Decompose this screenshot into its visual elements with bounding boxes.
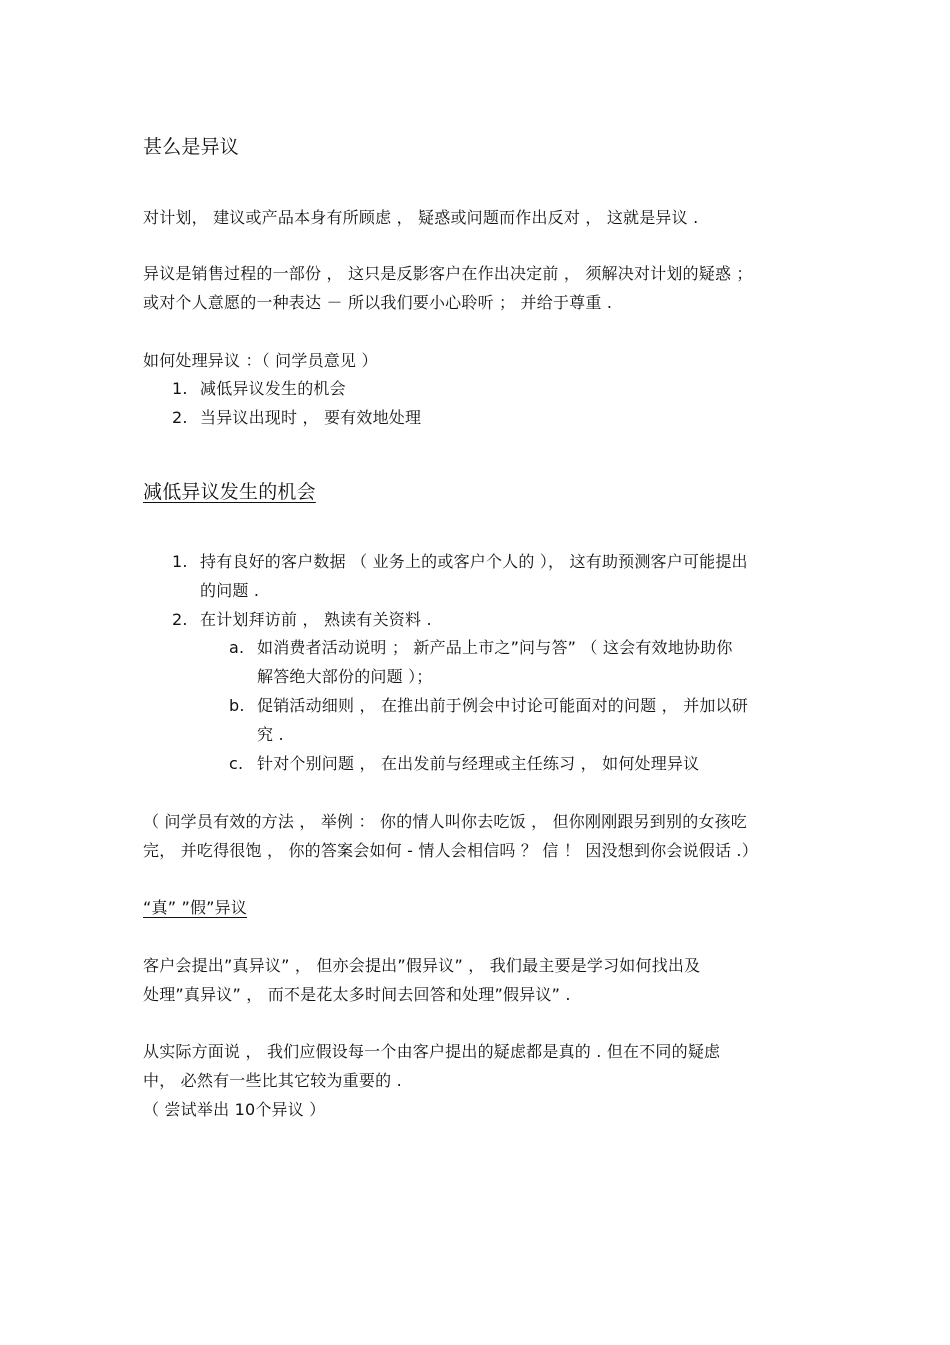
reduce-item-1-line-1 [172,552,748,572]
reduce-item-2 [172,610,432,630]
list-letter: b. [229,696,245,715]
list-number: 1. [172,379,188,398]
list-item-text: 如消费者活动说明 ； 新产品上市之”问与答” （ 这会有效地协助你 [257,638,733,657]
how-to-item-2 [172,408,421,428]
heading-real-fake-objections: “真” ”假”异议 [143,898,248,917]
list-number: 1. [172,552,188,571]
example-line-2: 完， 并吃得很饱 ， 你的答案会如何 - 情人会相信吗 ？ 信 ！ 因没想到你会说假话 .） [143,841,758,860]
paragraph-practical-line-2: 中， 必然有一些比其它较为重要的 . [143,1071,402,1090]
list-item-text: 减低异议发生的机会 [200,379,346,398]
list-item-text: 在计划拜访前 ， 熟读有关资料 . [200,610,432,629]
list-item-text: 持有良好的客户数据 （ 业务上的或客户个人的 ）， 这有助预测客户可能提出 [200,552,748,571]
reduce-item-1-line-2: 的问题 . [200,581,260,600]
try-note: （ 尝试举出 10个异议 ） [143,1100,326,1119]
paragraph-real-fake-line-1: 客户会提出”真异议” ， 但亦会提出”假异议” ， 我们最主要是学习如何找出及 [143,956,701,975]
heading-what-is-objection: 甚么是异议 [143,136,240,158]
subitem-c [229,754,699,774]
subitem-b-line-1 [229,696,748,716]
list-item-text: 针对个别问题 ， 在出发前与经理或主任练习 ， 如何处理异议 [257,754,700,773]
paragraph-practical-line-1: 从实际方面说 ， 我们应假设每一个由客户提出的疑虑都是真的 . 但在不同的疑虑 [143,1042,721,1061]
how-to-title: 如何处理异议 ：（ 问学员意见 ） [143,351,378,370]
list-number: 2. [172,610,188,629]
list-letter: a. [229,638,245,657]
paragraph-definition: 对计划， 建议或产品本身有所顾虑 ， 疑惑或问题而作出反对 ， 这就是异议 . [143,208,699,227]
list-item-text: 当异议出现时 ， 要有效地处理 [200,408,422,427]
paragraph-process-line-2: 或对个人意愿的一种表达 － 所以我们要小心聆听 ； 并给于尊重 . [143,293,613,312]
subitem-a-line-1 [229,638,733,658]
list-letter: c. [229,754,244,773]
paragraph-real-fake-line-2: 处理”真异议” ， 而不是花太多时间去回答和处理”假异议” . [143,985,571,1004]
heading-reduce-objections: 减低异议发生的机会 [143,481,316,503]
how-to-item-1 [172,379,346,399]
list-item-text: 促销活动细则 ， 在推出前于例会中讨论可能面对的问题 ， 并加以研 [257,696,748,715]
paragraph-process-line-1: 异议是销售过程的一部份 ， 这只是反影客户在作出决定前 ， 须解决对计划的疑惑 ； [143,264,753,283]
list-number: 2. [172,408,188,427]
subitem-a-line-2: 解答绝大部份的问题 ）； [257,667,433,686]
subitem-b-line-2: 究 . [257,725,284,744]
example-line-1: （ 问学员有效的方法 ， 举例 ： 你的情人叫你去吃饭 ， 但你刚刚跟另到别的女孩吃 [143,812,748,831]
